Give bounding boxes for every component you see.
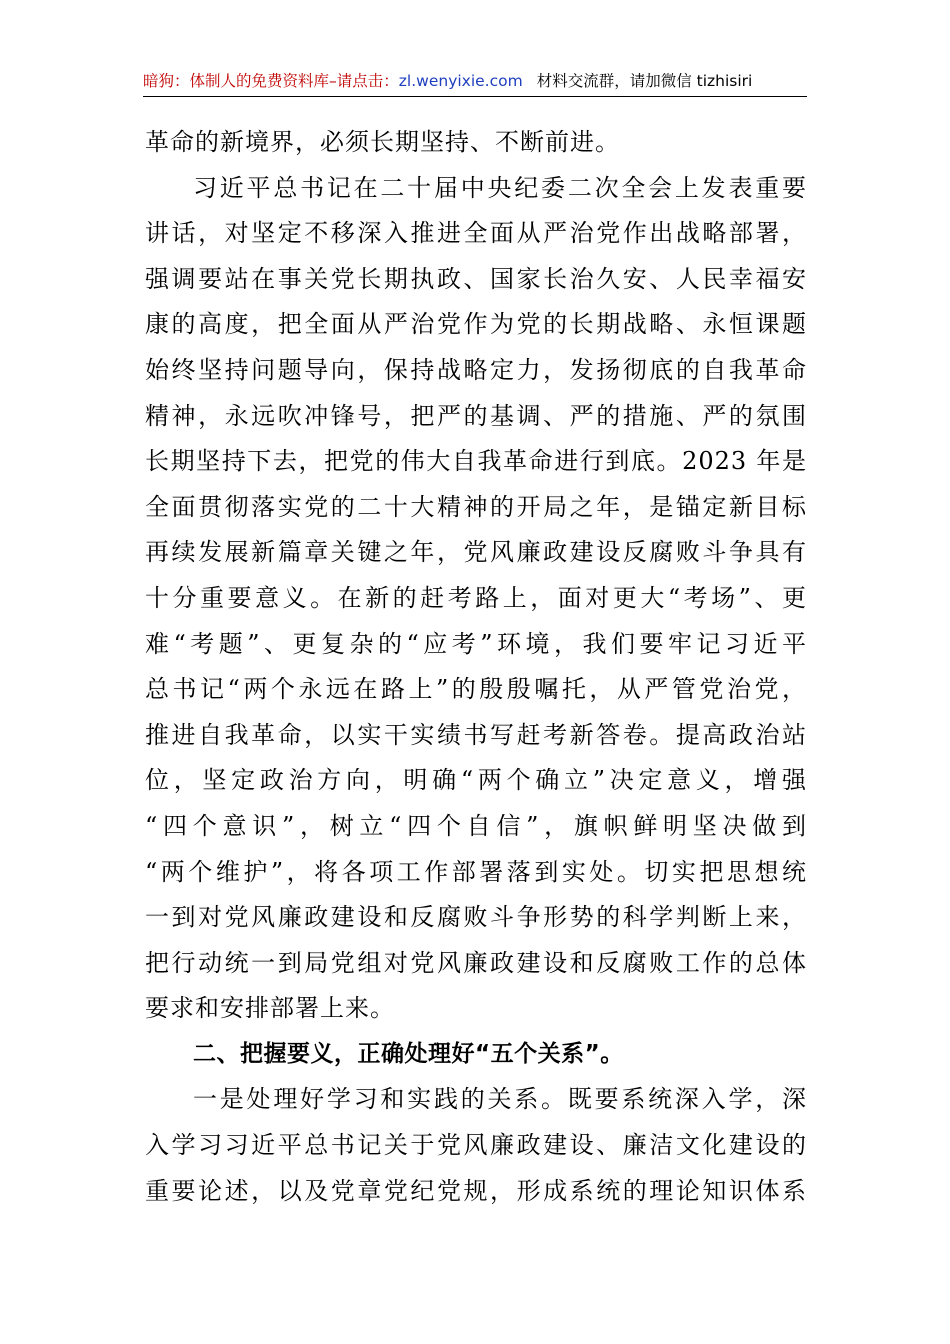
paragraph-line: 长期坚持下去，把党的伟大自我革命进行到底。2023 年是 [145, 447, 807, 476]
paragraph-line: 一到对党风廉政建设和反腐败斗争形势的科学判断上来， [145, 903, 807, 932]
paragraph-line: 一是处理好学习和实践的关系。既要系统深入学，深 [193, 1085, 807, 1114]
paragraph-line: 入学习习近平总书记关于党风廉政建设、廉洁文化建设的 [145, 1131, 807, 1160]
paragraph-line: 难“考题”、更复杂的“应考”环境，我们要牢记习近平 [145, 629, 807, 658]
document-body [145, 120, 807, 1214]
paragraph-line: 总书记“两个永远在路上”的殷殷嘱托，从严管党治党， [145, 675, 807, 704]
paragraph-line: 推进自我革命，以实干实绩书写赶考新答卷。提高政治站 [145, 720, 807, 749]
paragraph-line: 把行动统一到局党组对党风廉政建设和反腐败工作的总体 [145, 948, 807, 977]
page-header [143, 66, 807, 97]
paragraph-line: 讲话，对坚定不移深入推进全面从严治党作出战略部署， [145, 219, 807, 248]
header-contact: 材料交流群，请加微信 tizhisiri [536, 72, 753, 90]
paragraph-line: 康的高度，把全面从严治党作为党的长期战略、永恒课题 [145, 310, 807, 339]
paragraph-line: 再续发展新篇章关键之年，党风廉政建设反腐败斗争具有 [145, 538, 807, 567]
paragraph-line: 全面贯彻落实党的二十大精神的开局之年，是锚定新目标 [145, 492, 807, 521]
paragraph-line: 强调要站在事关党长期执政、国家长治久安、人民幸福安 [145, 264, 807, 293]
paragraph-line: 革命的新境界，必须长期坚持、不断前进。 [145, 128, 620, 156]
paragraph-line: 习近平总书记在二十届中央纪委二次全会上发表重要 [193, 173, 807, 202]
section-heading: 二、把握要义，正确处理好“五个关系”。 [193, 1040, 624, 1067]
header-click-prefix: –请点击： [329, 72, 399, 90]
paragraph-line: 精神，永远吹冲锋号，把严的基调、严的措施、严的氛围 [145, 401, 807, 430]
header-brand: 暗狗：体制人的免费资料库 [143, 72, 330, 90]
header-url-link[interactable]: zl.wenyixie.com [398, 72, 523, 90]
paragraph-line: 始终坚持问题导向，保持战略定力，发扬彻底的自我革命 [145, 355, 807, 384]
paragraph-line: “两个维护”，将各项工作部署落到实处。切实把思想统 [145, 857, 807, 886]
paragraph-line: 重要论述，以及党章党纪党规，形成系统的理论知识体系 [145, 1176, 807, 1205]
paragraph-line: “四个意识”，树立“四个自信”，旗帜鲜明坚决做到 [145, 811, 807, 840]
paragraph-line: 十分重要意义。在新的赶考路上，面对更大“考场”、更 [145, 583, 807, 612]
paragraph-line: 要求和安排部署上来。 [145, 994, 395, 1023]
paragraph-line: 位，坚定政治方向，明确“两个确立”决定意义，增强 [145, 766, 807, 795]
